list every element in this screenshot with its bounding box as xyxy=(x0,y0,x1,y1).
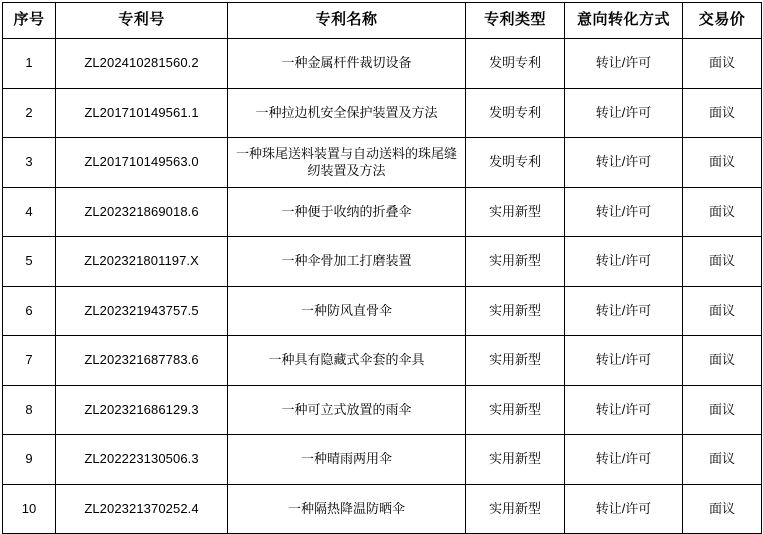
cell-patent-name: 一种具有隐藏式伞套的伞具 xyxy=(228,336,466,386)
cell-patent-name: 一种防风直骨伞 xyxy=(228,286,466,336)
cell-patent-name: 一种伞骨加工打磨装置 xyxy=(228,237,466,287)
cell-no: 9 xyxy=(3,435,56,485)
cell-no: 2 xyxy=(3,88,56,138)
cell-patent-number: ZL202223130506.3 xyxy=(56,435,228,485)
table-row xyxy=(3,336,762,386)
column-header-patent-type: 专利类型 xyxy=(466,3,565,39)
table-row xyxy=(3,286,762,336)
cell-price: 面议 xyxy=(683,286,762,336)
table-row xyxy=(3,138,762,188)
table-row xyxy=(3,88,762,138)
column-header-transfer-mode: 意向转化方式 xyxy=(565,3,683,39)
column-header-no: 序号 xyxy=(3,3,56,39)
cell-patent-type: 发明专利 xyxy=(466,88,565,138)
column-header-patent-name: 专利名称 xyxy=(228,3,466,39)
cell-no: 10 xyxy=(3,484,56,534)
cell-patent-number: ZL201710149563.0 xyxy=(56,138,228,188)
cell-patent-name: 一种便于收纳的折叠伞 xyxy=(228,187,466,237)
cell-patent-type: 实用新型 xyxy=(466,336,565,386)
cell-patent-name: 一种珠尾送料装置与自动送料的珠尾缝纫装置及方法 xyxy=(228,138,466,188)
table-row xyxy=(3,385,762,435)
cell-patent-type: 发明专利 xyxy=(466,138,565,188)
cell-patent-number: ZL202321686129.3 xyxy=(56,385,228,435)
cell-patent-type: 实用新型 xyxy=(466,385,565,435)
cell-transfer-mode: 转让/许可 xyxy=(565,237,683,287)
cell-no: 5 xyxy=(3,237,56,287)
table-row xyxy=(3,435,762,485)
cell-no: 4 xyxy=(3,187,56,237)
cell-no: 7 xyxy=(3,336,56,386)
cell-transfer-mode: 转让/许可 xyxy=(565,435,683,485)
table-row xyxy=(3,39,762,89)
cell-patent-name: 一种隔热降温防晒伞 xyxy=(228,484,466,534)
cell-transfer-mode: 转让/许可 xyxy=(565,484,683,534)
cell-patent-type: 发明专利 xyxy=(466,39,565,89)
cell-price: 面议 xyxy=(683,88,762,138)
cell-patent-type: 实用新型 xyxy=(466,435,565,485)
cell-patent-number: ZL202321801197.X xyxy=(56,237,228,287)
patent-list-table xyxy=(2,2,762,534)
cell-patent-number: ZL202321869018.6 xyxy=(56,187,228,237)
table-row xyxy=(3,237,762,287)
cell-no: 3 xyxy=(3,138,56,188)
cell-price: 面议 xyxy=(683,336,762,386)
cell-price: 面议 xyxy=(683,237,762,287)
cell-patent-type: 实用新型 xyxy=(466,237,565,287)
cell-transfer-mode: 转让/许可 xyxy=(565,286,683,336)
cell-no: 8 xyxy=(3,385,56,435)
table-header-row xyxy=(3,3,762,39)
cell-patent-name: 一种金属杆件裁切设备 xyxy=(228,39,466,89)
cell-price: 面议 xyxy=(683,484,762,534)
column-header-patent-number: 专利号 xyxy=(56,3,228,39)
cell-patent-number: ZL202410281560.2 xyxy=(56,39,228,89)
cell-patent-number: ZL201710149561.1 xyxy=(56,88,228,138)
cell-price: 面议 xyxy=(683,187,762,237)
cell-patent-name: 一种可立式放置的雨伞 xyxy=(228,385,466,435)
document-page xyxy=(0,2,763,516)
column-header-price: 交易价 xyxy=(683,3,762,39)
cell-transfer-mode: 转让/许可 xyxy=(565,138,683,188)
cell-patent-number: ZL202321943757.5 xyxy=(56,286,228,336)
cell-price: 面议 xyxy=(683,39,762,89)
cell-transfer-mode: 转让/许可 xyxy=(565,385,683,435)
cell-patent-number: ZL202321370252.4 xyxy=(56,484,228,534)
cell-patent-number: ZL202321687783.6 xyxy=(56,336,228,386)
cell-transfer-mode: 转让/许可 xyxy=(565,336,683,386)
cell-price: 面议 xyxy=(683,138,762,188)
table-row xyxy=(3,484,762,534)
cell-no: 1 xyxy=(3,39,56,89)
cell-patent-name: 一种晴雨两用伞 xyxy=(228,435,466,485)
cell-transfer-mode: 转让/许可 xyxy=(565,88,683,138)
cell-patent-type: 实用新型 xyxy=(466,187,565,237)
cell-no: 6 xyxy=(3,286,56,336)
cell-transfer-mode: 转让/许可 xyxy=(565,39,683,89)
cell-patent-type: 实用新型 xyxy=(466,286,565,336)
cell-transfer-mode: 转让/许可 xyxy=(565,187,683,237)
cell-patent-name: 一种拉边机安全保护装置及方法 xyxy=(228,88,466,138)
cell-price: 面议 xyxy=(683,435,762,485)
table-row xyxy=(3,187,762,237)
cell-patent-type: 实用新型 xyxy=(466,484,565,534)
cell-price: 面议 xyxy=(683,385,762,435)
